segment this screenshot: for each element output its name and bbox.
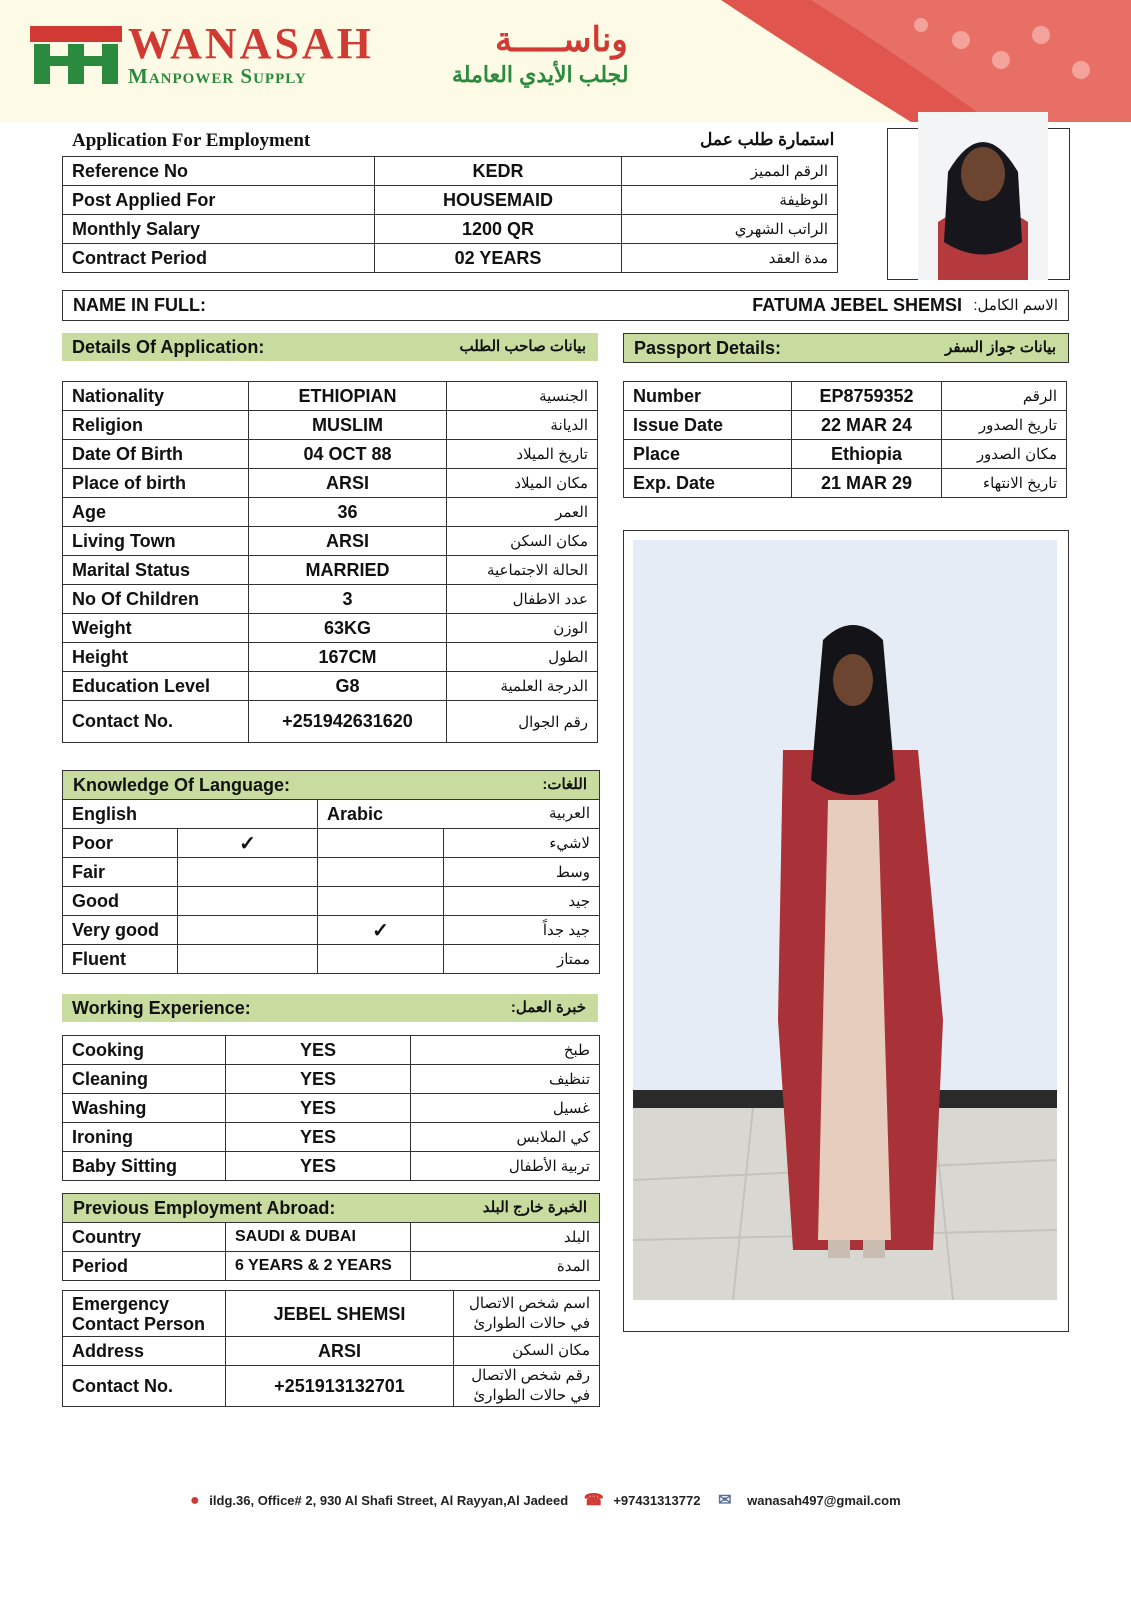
detail-label: Contact No. — [63, 701, 249, 743]
form-title: Application For Employment — [72, 130, 311, 151]
name-row — [62, 290, 1069, 321]
language-heading — [62, 770, 600, 800]
detail-value: ARSI — [249, 527, 447, 556]
top-value: KEDR — [374, 157, 622, 186]
passport-label: Issue Date — [624, 411, 792, 440]
arabic-check-cell — [318, 829, 444, 858]
details-heading-arabic: بيانات صاحب الطلب — [459, 338, 586, 355]
detail-row — [63, 382, 598, 411]
detail-label: Marital Status — [63, 556, 249, 585]
letterhead — [0, 0, 1131, 122]
emergency-label-arabic: اسم شخص الاتصال في حالات الطوارئ — [454, 1291, 600, 1337]
experience-label-arabic: تنظيف — [411, 1065, 600, 1094]
portrait-photo — [918, 112, 1048, 280]
experience-row — [63, 1036, 600, 1065]
experience-label: Baby Sitting — [63, 1152, 226, 1181]
emergency-label-arabic: مكان السكن — [454, 1337, 600, 1366]
english-check-cell: ✓ — [178, 829, 318, 858]
passport-table — [623, 381, 1067, 498]
language-row — [63, 858, 600, 887]
arabic-check-cell — [318, 945, 444, 974]
english-check-cell — [178, 858, 318, 887]
detail-label: Place of birth — [63, 469, 249, 498]
detail-value: MARRIED — [249, 556, 447, 585]
detail-value: ARSI — [249, 469, 447, 498]
experience-value: YES — [226, 1094, 411, 1123]
language-col-arabic-ar: العربية — [549, 804, 590, 822]
detail-label-arabic: عدد الاطفال — [447, 585, 598, 614]
experience-heading-label: Working Experience: — [72, 998, 251, 1018]
experience-label-arabic: طبخ — [411, 1036, 600, 1065]
language-heading-arabic: اللغات: — [542, 776, 587, 793]
experience-value: YES — [226, 1065, 411, 1094]
detail-value: 63KG — [249, 614, 447, 643]
language-level-label: Poor — [63, 829, 178, 858]
top-label-arabic: الوظيفة — [622, 186, 838, 215]
details-heading-label: Details Of Application: — [72, 337, 265, 357]
emergency-label: Address — [63, 1337, 226, 1366]
passport-row — [624, 440, 1067, 469]
detail-label: Education Level — [63, 672, 249, 701]
detail-row — [63, 527, 598, 556]
detail-value: 04 OCT 88 — [249, 440, 447, 469]
detail-value: MUSLIM — [249, 411, 447, 440]
top-label-arabic: الراتب الشهري — [622, 215, 838, 244]
language-row — [63, 916, 600, 945]
abroad-label: Period — [63, 1252, 226, 1281]
brand-name-arabic: وناســـــة — [495, 21, 628, 59]
detail-label: Age — [63, 498, 249, 527]
language-row — [63, 829, 600, 858]
footer-email[interactable]: wanasah497@gmail.com — [747, 1493, 901, 1508]
passport-label: Exp. Date — [624, 469, 792, 498]
abroad-table — [62, 1222, 600, 1281]
experience-row — [63, 1152, 600, 1181]
experience-label-arabic: غسيل — [411, 1094, 600, 1123]
detail-row — [63, 614, 598, 643]
top-label: Reference No — [63, 157, 375, 186]
passport-label-arabic: الرقم — [942, 382, 1067, 411]
experience-row — [63, 1123, 600, 1152]
language-level-label: Fair — [63, 858, 178, 887]
abroad-heading-label: Previous Employment Abroad: — [73, 1198, 336, 1218]
passport-heading-label: Passport Details: — [634, 338, 782, 358]
arabic-check-cell — [318, 858, 444, 887]
experience-value: YES — [226, 1152, 411, 1181]
detail-row — [63, 556, 598, 585]
abroad-label: Country — [63, 1223, 226, 1252]
emergency-row — [63, 1366, 600, 1407]
abroad-label-arabic: البلد — [411, 1223, 600, 1252]
top-row — [63, 157, 838, 186]
abroad-heading-arabic: الخبرة خارج البلد — [482, 1199, 587, 1216]
emergency-row — [63, 1337, 600, 1366]
english-check-cell — [178, 887, 318, 916]
passport-value: 21 MAR 29 — [792, 469, 942, 498]
emergency-value: +251913132701 — [226, 1366, 454, 1407]
detail-label-arabic: مكان السكن — [447, 527, 598, 556]
emergency-label-arabic: رقم شخص الاتصال في حالات الطوارئ — [454, 1366, 600, 1407]
abroad-row — [63, 1223, 600, 1252]
experience-label: Washing — [63, 1094, 226, 1123]
detail-row — [63, 672, 598, 701]
phone-icon: ☎ — [583, 1492, 604, 1509]
detail-value: 36 — [249, 498, 447, 527]
language-row — [63, 887, 600, 916]
language-col-arabic — [318, 800, 600, 829]
emergency-value: JEBEL SHEMSI — [226, 1291, 454, 1337]
detail-row — [63, 469, 598, 498]
experience-label: Cooking — [63, 1036, 226, 1065]
emergency-value: ARSI — [226, 1337, 454, 1366]
language-level-arabic: جيد جداً — [444, 916, 600, 945]
top-label: Contract Period — [63, 244, 375, 273]
full-name: FATUMA JEBEL SHEMSI — [752, 295, 962, 315]
detail-label-arabic: الطول — [447, 643, 598, 672]
detail-row — [63, 643, 598, 672]
emergency-row — [63, 1291, 600, 1337]
brand-subtitle-arabic: لجلب الأيدي العاملة — [452, 62, 629, 87]
experience-label: Cleaning — [63, 1065, 226, 1094]
name-label: NAME IN FULL: — [73, 295, 206, 315]
language-col-english: English — [63, 800, 318, 829]
detail-value: 3 — [249, 585, 447, 614]
passport-row — [624, 382, 1067, 411]
detail-label-arabic: الجنسية — [447, 382, 598, 411]
full-body-photo — [633, 540, 1057, 1300]
experience-row — [63, 1094, 600, 1123]
english-check-cell — [178, 945, 318, 974]
language-level-label: Good — [63, 887, 178, 916]
detail-label: Weight — [63, 614, 249, 643]
language-level-label: Fluent — [63, 945, 178, 974]
top-row — [63, 215, 838, 244]
top-table — [62, 156, 838, 273]
detail-row — [63, 440, 598, 469]
detail-row — [63, 701, 598, 743]
language-row — [63, 945, 600, 974]
details-table — [62, 381, 598, 743]
detail-row — [63, 411, 598, 440]
name-label-arabic: الاسم الكامل: — [973, 297, 1058, 314]
top-value: 1200 QR — [374, 215, 622, 244]
detail-label-arabic: الدرجة العلمية — [447, 672, 598, 701]
abroad-value: 6 YEARS & 2 YEARS — [226, 1252, 411, 1281]
language-level-arabic: لاشيء — [444, 829, 600, 858]
passport-row — [624, 411, 1067, 440]
passport-value: 22 MAR 24 — [792, 411, 942, 440]
decorative-swoosh — [661, 0, 1131, 122]
top-value: 02 YEARS — [374, 244, 622, 273]
experience-value: YES — [226, 1123, 411, 1152]
emergency-label: Contact No. — [63, 1366, 226, 1407]
detail-label: Nationality — [63, 382, 249, 411]
company-logo-icon — [28, 24, 124, 86]
language-table — [62, 799, 600, 974]
experience-value: YES — [226, 1036, 411, 1065]
detail-label: No Of Children — [63, 585, 249, 614]
passport-value: Ethiopia — [792, 440, 942, 469]
footer-phone[interactable]: +97431313772 — [613, 1493, 701, 1508]
form-title-arabic: استمارة طلب عمل — [700, 130, 835, 149]
abroad-label-arabic: المدة — [411, 1252, 600, 1281]
email-icon: ✉ — [718, 1492, 732, 1509]
detail-value: G8 — [249, 672, 447, 701]
footer-address: ildg.36, Office# 2, 930 Al Shafi Street, Al Rayyan,Al Jadeed — [209, 1493, 569, 1508]
detail-label-arabic: العمر — [447, 498, 598, 527]
experience-label-arabic: كي الملابس — [411, 1123, 600, 1152]
details-heading — [62, 333, 598, 361]
brand-name: WANASAH — [128, 19, 374, 68]
top-label: Post Applied For — [63, 186, 375, 215]
top-row — [63, 186, 838, 215]
detail-label: Living Town — [63, 527, 249, 556]
detail-label-arabic: الحالة الاجتماعية — [447, 556, 598, 585]
passport-label-arabic: مكان الصدور — [942, 440, 1067, 469]
experience-label-arabic: تربية الأطفال — [411, 1152, 600, 1181]
brand-subtitle: Manpower Supply — [128, 64, 307, 88]
passport-value: EP8759352 — [792, 382, 942, 411]
detail-label-arabic: رقم الجوال — [447, 701, 598, 743]
detail-label-arabic: مكان الميلاد — [447, 469, 598, 498]
top-label-arabic: مدة العقد — [622, 244, 838, 273]
arabic-check-cell: ✓ — [318, 916, 444, 945]
abroad-value: SAUDI & DUBAI — [226, 1223, 411, 1252]
emergency-table — [62, 1290, 600, 1407]
passport-label: Number — [624, 382, 792, 411]
arabic-check-cell — [318, 887, 444, 916]
language-header-row — [63, 800, 600, 829]
language-heading-label: Knowledge Of Language: — [73, 775, 291, 795]
detail-value: 167CM — [249, 643, 447, 672]
language-level-arabic: ممتاز — [444, 945, 600, 974]
top-label-arabic: الرقم المميز — [622, 157, 838, 186]
detail-row — [63, 498, 598, 527]
language-level-arabic: جيد — [444, 887, 600, 916]
detail-row — [63, 585, 598, 614]
detail-label: Date Of Birth — [63, 440, 249, 469]
detail-label: Religion — [63, 411, 249, 440]
passport-row — [624, 469, 1067, 498]
location-pin-icon: ● — [190, 1492, 200, 1509]
language-level-label: Very good — [63, 916, 178, 945]
english-check-cell — [178, 916, 318, 945]
passport-label-arabic: تاريخ الصدور — [942, 411, 1067, 440]
detail-label-arabic: تاريخ الميلاد — [447, 440, 598, 469]
experience-heading — [62, 994, 598, 1022]
detail-label-arabic: الديانة — [447, 411, 598, 440]
passport-heading — [623, 333, 1069, 363]
detail-label: Height — [63, 643, 249, 672]
passport-heading-arabic: بيانات جواز السفر — [945, 339, 1056, 356]
experience-table — [62, 1035, 600, 1181]
top-row — [63, 244, 838, 273]
experience-label: Ironing — [63, 1123, 226, 1152]
passport-label: Place — [624, 440, 792, 469]
experience-row — [63, 1065, 600, 1094]
top-label: Monthly Salary — [63, 215, 375, 244]
experience-heading-arabic: خبرة العمل: — [510, 999, 586, 1016]
detail-value: ETHIOPIAN — [249, 382, 447, 411]
language-level-arabic: وسط — [444, 858, 600, 887]
abroad-row — [63, 1252, 600, 1281]
language-col-arabic-label: Arabic — [327, 803, 384, 824]
abroad-heading — [62, 1193, 600, 1223]
detail-label-arabic: الوزن — [447, 614, 598, 643]
top-value: HOUSEMAID — [374, 186, 622, 215]
footer — [190, 1490, 901, 1510]
detail-value: +251942631620 — [249, 701, 447, 743]
passport-label-arabic: تاريخ الانتهاء — [942, 469, 1067, 498]
emergency-label: Emergency Contact Person — [63, 1291, 226, 1337]
